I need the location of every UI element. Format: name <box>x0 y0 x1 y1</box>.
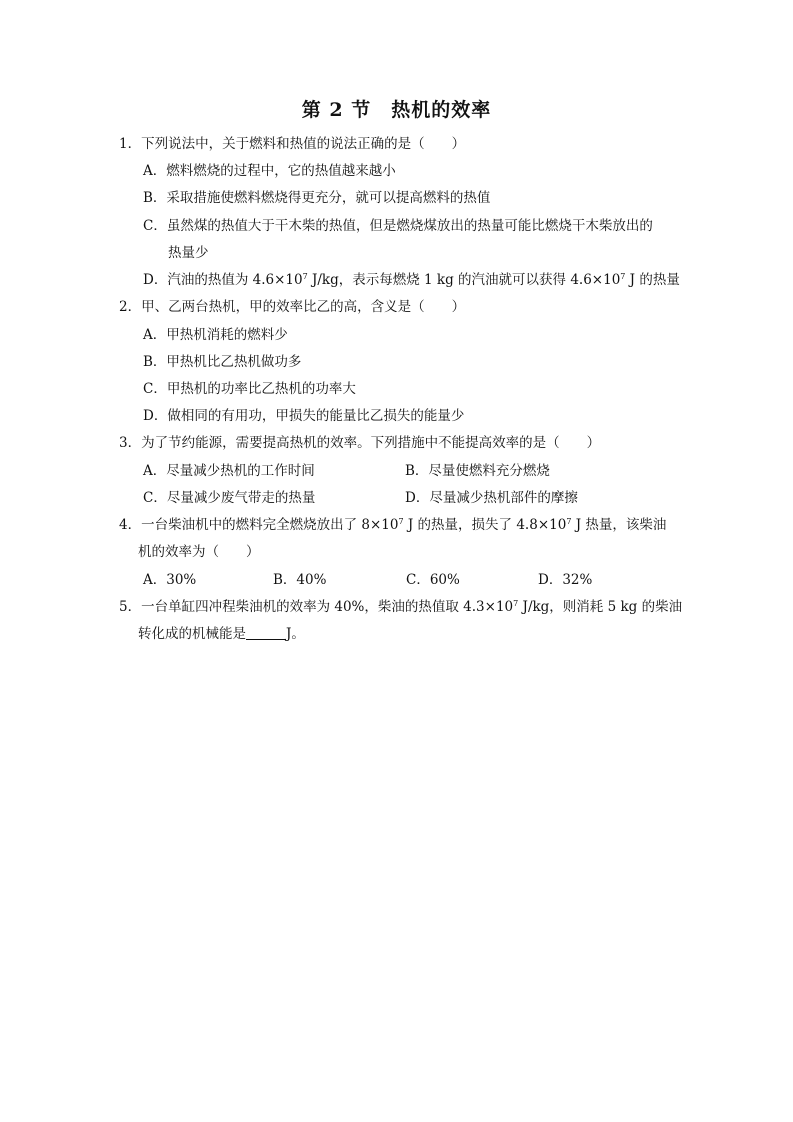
question-3-option-b: B．尽量使燃料充分燃烧 <box>405 463 550 479</box>
q1-d-exponent-2: 7 <box>620 272 626 281</box>
q1-d-exponent-1: 7 <box>302 272 308 281</box>
q5-stem-text-2: J/kg，则消耗 5 kg 的柴油 <box>518 599 683 615</box>
question-1-option-c-continued: 热量少 <box>168 245 209 261</box>
question-4-stem <box>119 515 666 535</box>
question-5-stem <box>119 597 682 617</box>
q5-stem-exponent: 7 <box>513 599 519 608</box>
page-title: 第 2 节 热机的效率 <box>301 99 492 121</box>
question-2-option-b: B．甲热机比乙热机做功多 <box>143 354 302 370</box>
question-1-option-a: A．燃料燃烧的过程中，它的热值越来越小 <box>143 163 396 179</box>
q4-stem-exponent-1: 7 <box>398 517 404 526</box>
q5-stem-text-1: 5．一台单缸四冲程柴油机的效率为 40%，柴油的热值取 4.3×10 <box>119 599 514 615</box>
question-3-option-c: C．尽量减少废气带走的热量 <box>143 490 316 506</box>
q4-stem-text-2: J 的热量，损失了 4.8×10 <box>403 517 567 533</box>
q5-cont-text-1: 转化成的机械能是 <box>138 626 246 642</box>
q5-cont-text-2: J。 <box>286 626 305 642</box>
question-4-option-a: A．30% <box>143 572 197 588</box>
q4-stem-text-1: 4．一台柴油机中的燃料完全燃烧放出了 8×10 <box>119 517 399 533</box>
question-2-option-a: A．甲热机消耗的燃料少 <box>143 327 288 343</box>
q1-d-text-1: D．汽油的热值为 4.6×10 <box>143 272 303 288</box>
q1-d-text-2: J/kg，表示每燃烧 1 kg 的汽油就可以获得 4.6×10 <box>307 272 621 288</box>
q1-d-text-3: J 的热量 <box>625 272 680 288</box>
q4-stem-exponent-2: 7 <box>566 517 572 526</box>
question-1-stem: 1．下列说法中，关于燃料和热值的说法正确的是（ ） <box>119 136 466 152</box>
question-4-option-c: C．60% <box>406 572 460 588</box>
question-1-option-c: C．虽然煤的热值大于干木柴的热值，但是燃烧煤放出的热量可能比燃烧干木柴放出的 <box>143 218 653 234</box>
question-2-option-c: C．甲热机的功率比乙热机的功率大 <box>143 381 356 397</box>
question-1-option-d <box>143 270 680 290</box>
answer-blank[interactable] <box>246 626 286 640</box>
question-5-stem-continued <box>138 624 305 644</box>
question-2-option-d: D．做相同的有用功，甲损失的能量比乙损失的能量少 <box>143 408 465 424</box>
q4-stem-text-3: J 热量，该柴油 <box>571 517 667 533</box>
question-4-option-d: D．32% <box>538 572 593 588</box>
question-3-stem: 3．为了节约能源，需要提高热机的效率。下列措施中不能提高效率的是（ ） <box>119 435 601 451</box>
question-4-option-b: B．40% <box>273 572 327 588</box>
question-4-stem-continued: 机的效率为（ ） <box>138 544 260 560</box>
question-1-option-b: B．采取措施使燃料燃烧得更充分，就可以提高燃料的热值 <box>143 190 491 206</box>
question-2-stem: 2．甲、乙两台热机，甲的效率比乙的高，含义是（ ） <box>119 299 466 315</box>
question-3-option-a: A．尽量减少热机的工作时间 <box>143 463 315 479</box>
question-3-option-d: D．尽量减少热机部件的摩擦 <box>405 490 578 506</box>
